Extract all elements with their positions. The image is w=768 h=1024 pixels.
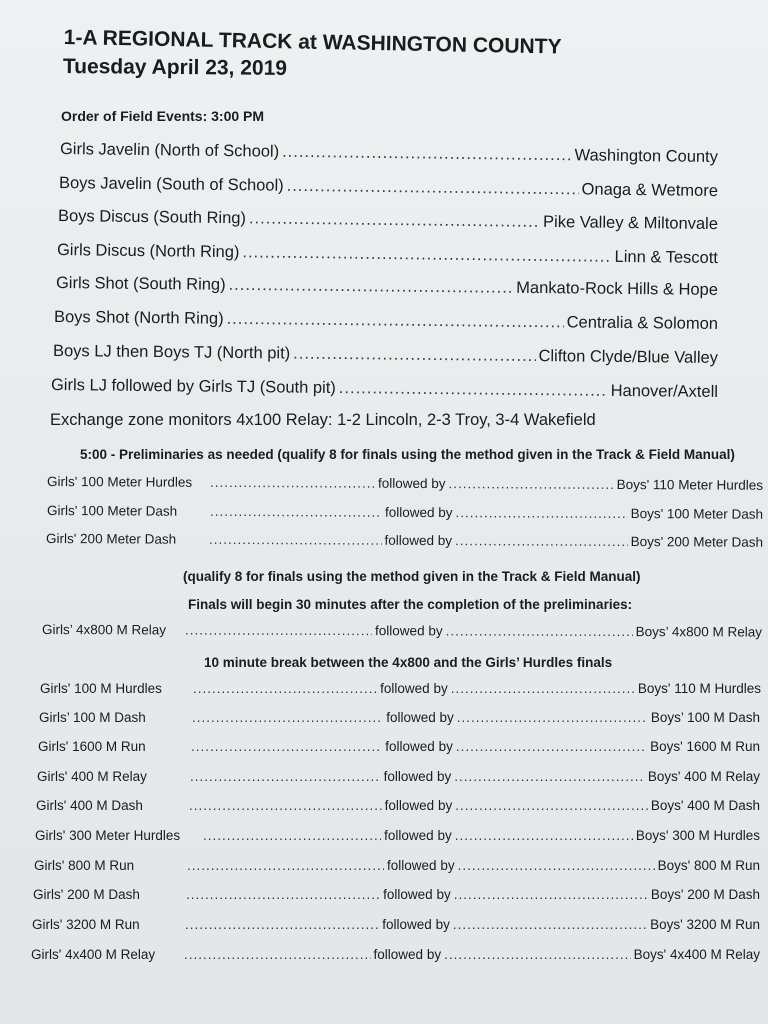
- dot-leader: [185, 622, 372, 638]
- exchange-zone-note: Exchange zone monitors 4x100 Relay: 1-2 Lincoln, 2-3 Troy, 3-4 Wakefield: [50, 411, 596, 429]
- field-event-name: Girls Shot (South Ring): [55, 274, 226, 294]
- prelim-row: [47, 503, 763, 522]
- followed-by: followed by: [385, 739, 453, 754]
- girls-event: Girls' 4x400 M Relay: [31, 947, 156, 962]
- qualify-note: (qualify 8 for finals using the method given in the Track & Field Manual): [183, 569, 641, 584]
- boys-event: Boys’ 100 M Dash: [650, 710, 760, 725]
- field-events-header: Order of Field Events: 3:00 PM: [61, 108, 265, 124]
- dot-leader: [186, 887, 380, 902]
- dot-leader: [458, 858, 655, 873]
- final-row: [33, 887, 760, 902]
- dot-leader: [446, 623, 633, 639]
- field-event-row: [53, 342, 718, 368]
- dot-leader: [453, 917, 647, 932]
- dot-leader: [189, 798, 382, 813]
- field-event-officials: Onaga & Wetmore: [581, 180, 719, 201]
- dot-leader: [457, 710, 648, 725]
- dot-leader: [455, 828, 633, 843]
- dot-leader: [454, 769, 645, 784]
- final-row: [36, 798, 760, 813]
- dot-leader: [203, 828, 381, 843]
- dot-leader: [190, 769, 381, 784]
- field-event-officials: Washington County: [574, 146, 719, 167]
- finals-note: Finals will begin 30 minutes after the completion of the preliminaries:: [188, 597, 633, 612]
- girls-event: Girls' 400 M Relay: [37, 769, 147, 784]
- followed-by: followed by: [377, 475, 446, 492]
- girls-event: Girls' 800 M Run: [34, 858, 135, 873]
- boys-event: Boys’ 4x800 M Relay: [635, 624, 763, 640]
- boys-event: Boys' 110 M Hurdles: [637, 681, 761, 696]
- field-event-officials: Linn & Tescott: [614, 247, 719, 268]
- dot-leader: [187, 858, 384, 873]
- girls-event: Girls' 1600 M Run: [38, 739, 146, 754]
- field-event-name: Boys Javelin (South of School): [58, 174, 284, 195]
- field-event-name: Girls Javelin (North of School): [59, 140, 280, 161]
- dot-leader: [456, 505, 628, 521]
- dot-leader: [184, 947, 371, 962]
- final-row: [39, 710, 760, 725]
- girls-event: Girls’ 100 M Dash: [39, 710, 146, 725]
- final-row: [40, 681, 761, 696]
- meet-date: Tuesday April 23, 2019: [62, 55, 288, 80]
- boys-event: Boys' 800 M Run: [657, 858, 760, 873]
- field-event-row: [51, 376, 718, 402]
- relay-4x800-row: [42, 622, 762, 640]
- field-event-row: [60, 140, 718, 167]
- dot-leader: [282, 143, 572, 166]
- boys-event: Boys' 1600 M Run: [650, 739, 760, 754]
- field-event-name: Girls LJ followed by Girls TJ (South pit): [50, 376, 336, 397]
- followed-by: followed by: [382, 917, 450, 932]
- boys-event: Boys' 400 M Dash: [650, 798, 760, 813]
- field-event-officials: Mankato-Rock Hills & Hope: [516, 278, 719, 299]
- dot-leader: [449, 476, 614, 492]
- field-event-officials: Hanover/Axtell: [610, 381, 719, 401]
- dot-leader: [209, 532, 382, 548]
- followed-by: followed by: [380, 681, 448, 696]
- girls-event: Girls' 100 Meter Dash: [46, 503, 178, 519]
- dot-leader: [210, 475, 375, 491]
- field-event-officials: Centralia & Solomon: [566, 313, 719, 333]
- dot-leader: [444, 947, 631, 962]
- boys-event: Boys' 400 M Relay: [647, 769, 760, 784]
- dot-leader: [191, 739, 382, 754]
- field-event-row: [58, 207, 718, 234]
- followed-by: followed by: [384, 504, 453, 521]
- boys-event: Boys' 110 Meter Hurdles: [616, 476, 764, 493]
- page-title: 1-A REGIONAL TRACK at WASHINGTON COUNTY: [63, 26, 562, 59]
- final-row: [37, 769, 760, 784]
- field-event-row: [57, 241, 718, 268]
- dot-leader: [451, 681, 635, 696]
- dot-leader: [249, 209, 540, 232]
- boys-event: Boys' 200 M Dash: [650, 887, 760, 902]
- boys-event: Boys' 3200 M Run: [650, 917, 760, 932]
- boys-event: Boys' 200 Meter Dash: [630, 534, 764, 550]
- final-row: [35, 828, 760, 843]
- final-row: [32, 917, 760, 932]
- dot-leader: [229, 276, 514, 298]
- followed-by: followed by: [375, 623, 443, 639]
- followed-by: followed by: [384, 798, 453, 813]
- dot-leader: [227, 310, 564, 333]
- followed-by: followed by: [383, 769, 452, 784]
- dot-leader: [210, 504, 382, 520]
- field-event-name: Girls Discus (North Ring): [56, 241, 240, 262]
- girls-event: Girls' 200 Meter Dash: [45, 531, 177, 547]
- final-row: [38, 739, 760, 754]
- prelim-row: [47, 474, 763, 493]
- dot-leader: [456, 739, 647, 754]
- dot-leader: [455, 798, 648, 813]
- followed-by: followed by: [387, 858, 455, 873]
- field-event-name: Boys LJ then Boys TJ (North pit): [52, 342, 291, 363]
- followed-by: followed by: [384, 532, 453, 549]
- girls-event: Girls' 100 M Hurdles: [40, 681, 162, 696]
- dot-leader: [287, 177, 579, 200]
- dot-leader: [185, 917, 379, 932]
- field-event-row: [54, 308, 718, 334]
- boys-event: Boys' 300 M Hurdles: [635, 828, 760, 843]
- final-row: [31, 947, 760, 962]
- followed-by: followed by: [383, 887, 451, 902]
- dot-leader: [293, 345, 536, 367]
- prelim-row: [46, 531, 763, 550]
- dot-leader: [339, 379, 608, 401]
- field-event-row: [56, 274, 718, 300]
- girls-event: Girls' 300 Meter Hurdles: [35, 828, 181, 843]
- girls-event: Girls' 200 M Dash: [33, 887, 140, 902]
- followed-by: followed by: [386, 710, 454, 725]
- girls-event: Girls' 3200 M Run: [32, 917, 140, 932]
- field-event-officials: Clifton Clyde/Blue Valley: [538, 347, 719, 367]
- break-note: 10 minute break between the 4x800 and the Girls’ Hurdles finals: [204, 655, 613, 670]
- girls-event: Girls' 400 M Dash: [36, 798, 143, 813]
- girls-event: Girls’ 4x800 M Relay: [41, 622, 167, 638]
- dot-leader: [193, 681, 377, 696]
- field-event-name: Boys Shot (North Ring): [53, 308, 224, 328]
- boys-event: Boys' 100 Meter Dash: [630, 506, 764, 522]
- field-event-officials: Pike Valley & Miltonvale: [543, 212, 719, 234]
- prelims-header: 5:00 - Preliminaries as needed (qualify 8 for finals using the method given in the Track & Field Manual): [80, 447, 735, 462]
- followed-by: followed by: [373, 947, 442, 962]
- dot-leader: [455, 533, 628, 549]
- field-event-row: [59, 174, 718, 201]
- dot-leader: [192, 710, 383, 725]
- boys-event: Boys' 4x400 M Relay: [633, 947, 760, 962]
- dot-leader: [242, 243, 611, 267]
- final-row: [34, 858, 760, 873]
- girls-event: Girls' 100 Meter Hurdles: [46, 474, 193, 490]
- followed-by: followed by: [384, 828, 452, 843]
- dot-leader: [454, 887, 648, 902]
- field-event-name: Boys Discus (South Ring): [57, 207, 247, 228]
